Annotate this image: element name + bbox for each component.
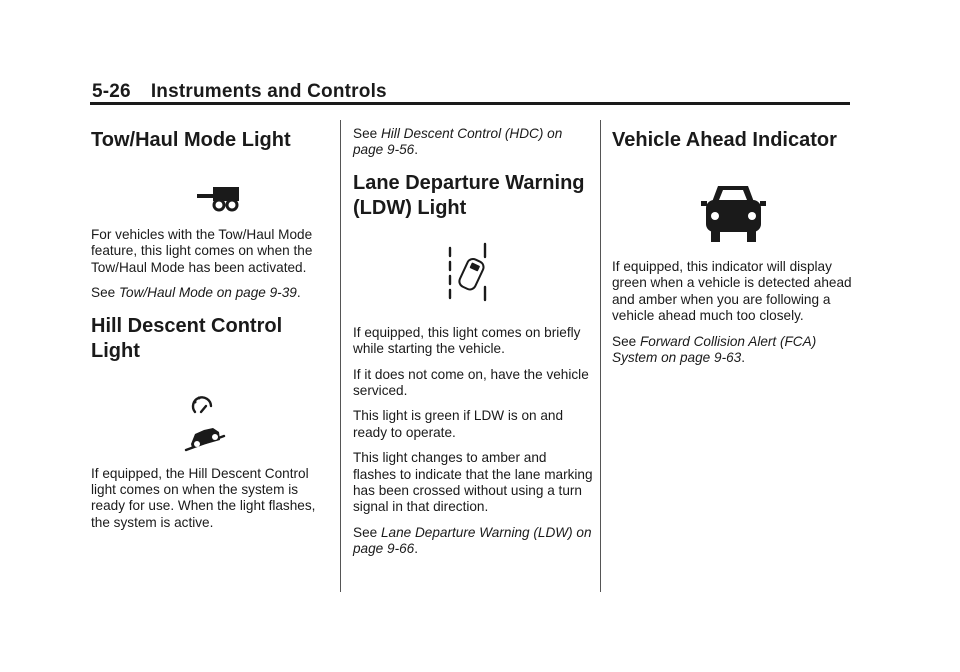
ldw-paragraph-3: This light is green if LDW is on and ready to operate.: [353, 408, 564, 440]
lane-departure-icon: [353, 221, 593, 325]
tow-haul-description: For vehicles with the Tow/Haul Mode feature, this light comes on when the Tow/Haul Mode has been activated.: [91, 227, 313, 275]
ref-punctuation: .: [296, 285, 301, 301]
see-label: See: [612, 333, 637, 349]
ldw-heading-line1: Lane Departure Warning: [353, 171, 585, 194]
fca-reference-link[interactable]: Forward Collision Alert (FCA) System on page 9-63: [612, 333, 817, 366]
tow-haul-icon: [91, 153, 331, 227]
section-title: Instruments and Controls: [150, 81, 387, 102]
ldw-paragraph-1: If equipped, this light comes on briefly while starting the vehicle.: [353, 324, 581, 357]
column-divider: [340, 120, 341, 592]
ldw-heading: [353, 171, 593, 221]
column-2: [353, 120, 593, 567]
column-3: [612, 120, 852, 375]
vehicle-ahead-heading: Vehicle Ahead Indicator: [612, 129, 837, 151]
hdc-reference-link[interactable]: Hill Descent Control (HDC) on page 9-56: [353, 126, 563, 158]
header-rule: [90, 102, 850, 105]
ldw-paragraph-4: This light changes to amber and flashes to indicate that the lane marking has been crossed without using a turn signal in that direction.: [353, 450, 593, 515]
page-header: [92, 81, 387, 103]
tow-haul-see-also: [91, 285, 331, 301]
hill-descent-description: If equipped, the Hill Descent Control light comes on when the system is ready for use. When the light flashes, the system is active.: [91, 465, 316, 530]
see-label: See: [353, 126, 378, 141]
ldw-paragraph-2: If it does not come on, have the vehicle serviced.: [353, 366, 589, 399]
vehicle-ahead-description: If equipped, this indicator will display green when a vehicle is detected ahead and amber when you are following a vehicle ahead much too closely.: [612, 259, 852, 324]
see-label: See: [353, 524, 378, 540]
column-divider: [600, 120, 601, 592]
ldw-see-also: [353, 525, 593, 558]
see-label: See: [91, 285, 116, 301]
vehicle-ahead-see-also: [612, 334, 852, 367]
hdc-see-also: [353, 126, 593, 159]
vehicle-ahead-icon: [612, 153, 852, 259]
ref-punctuation: .: [741, 350, 746, 366]
hill-descent-heading: Hill Descent Control Light: [91, 314, 283, 362]
hill-descent-icon: [91, 364, 331, 466]
column-1: [91, 120, 331, 540]
tow-haul-reference-link[interactable]: Tow/Haul Mode on page 9-39: [118, 285, 297, 301]
page-number: 5-26: [92, 81, 131, 102]
ref-punctuation: .: [414, 142, 419, 158]
tow-haul-heading: Tow/Haul Mode Light: [91, 129, 291, 151]
ref-punctuation: .: [414, 541, 419, 557]
ldw-heading-line2: (LDW) Light: [353, 196, 467, 219]
ldw-reference-link[interactable]: Lane Departure Warning (LDW) on page 9-66: [353, 524, 592, 557]
